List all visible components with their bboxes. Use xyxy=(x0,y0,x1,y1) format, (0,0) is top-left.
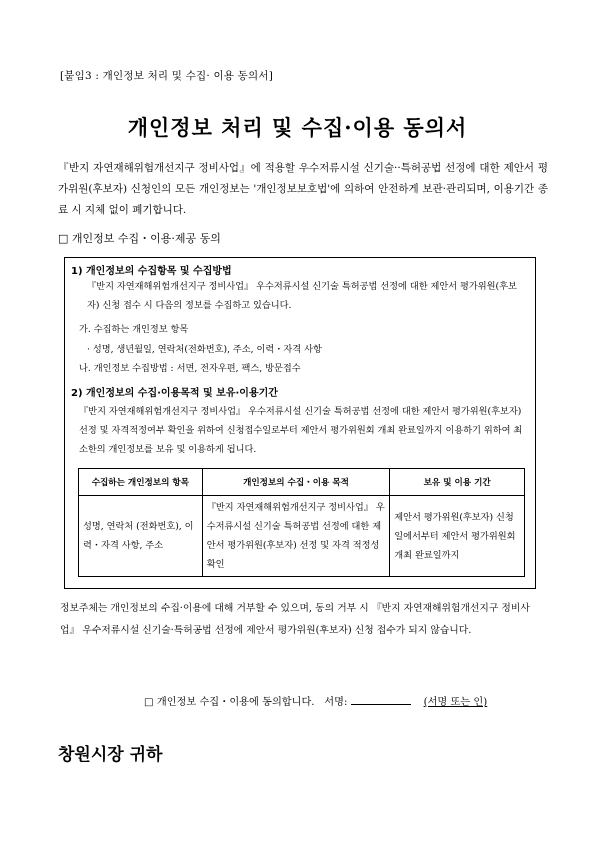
attachment-label: [붙임3 : 개인정보 처리 및 수집· 이용 동의서] xyxy=(60,70,273,82)
table-cell: 『반지 자연재해위험개선지구 정비사업』 우수저류시설 신기술 특허공법 선정에 대한 제안서 평가위원(후보자) 선정 및 자격 적정성 확인 xyxy=(202,496,390,577)
refusal-notice: 정보주체는 개인정보의 수집·이용에 대해 거부할 수 있으며, 동의 거부 시 『반지 자연재해위험개선지구 정비사업』 우수저류시설 신기술·특허공법 선정에 제안서 평가위원(후보자) 신청 접수가 되지 않습니다. xyxy=(60,603,530,636)
page-title: 개인정보 처리 및 수집·이용 동의서 xyxy=(127,115,468,140)
section1-body: 『반지 자연재해위험개선지구 정비사업』 우수저류시설 신기술 특허공법 선정에 대한 제안서 평가위원(후보자) 신청 접수 시 다음의 정보를 수집하고 있습니다. xyxy=(87,281,517,311)
section2-body: 『반지 자연재해위험개선지구 정비사업』 우수저류시설 신기술 특허공법 선정에 대한 제안서 평가위원(후보자) 선정 및 자격적정여부 확인을 위하여 신청접수일로부터 제안서 평가위원회 개최 완료일까지 이용하기 위하여 최소한의 개인정보를 보유 및 이용하게 됩니다. xyxy=(79,406,523,455)
consent-table xyxy=(78,468,525,577)
signature-field[interactable] xyxy=(351,692,411,705)
section1-title: 1) 개인정보의 수집항목 및 수집방법 xyxy=(71,266,232,277)
section2-title: 2) 개인정보의 수집·이용목적 및 보유·이용기간 xyxy=(71,388,278,399)
table-row xyxy=(79,496,525,577)
sign-hint: (서명 또는 인) xyxy=(423,697,488,708)
table-cell: 제안서 평가위원(후보자) 신청일에서부터 제안서 평가위원회 개최 완료일까지 xyxy=(390,496,525,577)
table-header-row xyxy=(79,469,525,496)
addressee: 창원시장 귀하 xyxy=(58,745,163,765)
consent-heading: □ 개인정보 수집・이용·제공 동의 xyxy=(58,232,221,245)
section1-item-a-detail: · 성명, 생년월일, 연락처(전화번호), 주소, 이력・자격 사항 xyxy=(87,344,322,355)
intro-paragraph: 『반지 자연재해위험개선지구 정비사업』에 적용할 우수저류시설 신기술··특허공법 선정에 대한 제안서 평가위원(후보자) 신청인의 모든 개인정보는 '개인정보보호법'에 의하여 안전하게 보관·관리되며, 이용기간 종료 시 지체 없이 폐기합니다. xyxy=(58,162,548,216)
consent-details-box xyxy=(64,257,536,589)
section1-item-a: 가. 수집하는 개인정보 항목 xyxy=(79,324,189,335)
table-cell: 성명, 연락처 (전화번호), 이력・자격 사항, 주소 xyxy=(79,496,203,577)
section1-item-b: 나. 개인정보 수집방법 : 서면, 전자우편, 팩스, 방문접수 xyxy=(79,363,301,374)
agree-checkbox-text[interactable]: □ 개인정보 수집・이용에 동의합니다. xyxy=(144,697,315,708)
agreement-line xyxy=(144,692,487,708)
table-header-cell: 개인정보의 수집・이용 목적 xyxy=(202,469,390,496)
sign-label: 서명: xyxy=(324,697,348,708)
table-header-cell: 보유 및 이용 기간 xyxy=(390,469,525,496)
table-header-cell: 수집하는 개인정보의 항목 xyxy=(79,469,203,496)
